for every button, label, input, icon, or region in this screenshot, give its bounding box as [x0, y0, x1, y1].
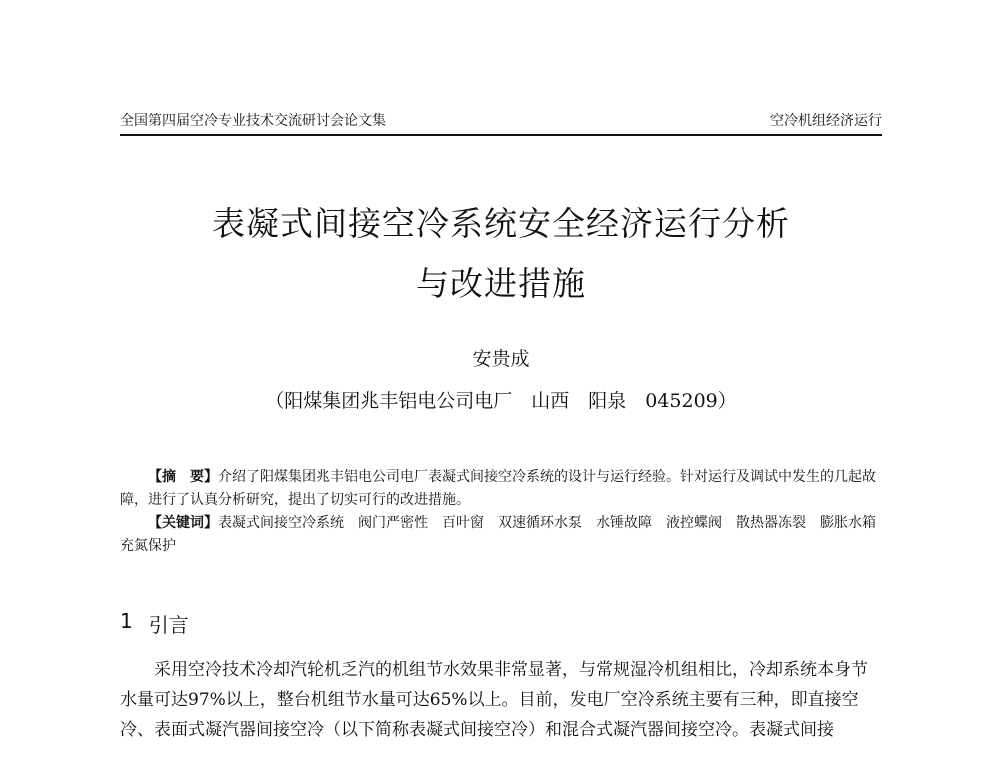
abstract-text: 介绍了阳煤集团兆丰铝电公司电厂表凝式间接空冷系统的设计与运行经验。针对运行及调试中发生的几起故障，进行了认真分析研究，提出了切实可行的改进措施。 [120, 469, 876, 508]
section-heading [120, 609, 189, 638]
paper-title-line-1: 表凝式间接空冷系统安全经济运行分析 [212, 204, 790, 243]
running-header [120, 112, 882, 136]
body-text [120, 655, 882, 745]
abstract-paragraph [120, 466, 882, 512]
section-number: 1 [120, 609, 133, 633]
header-proceedings-title: 全国第四届空冷专业技术交流研讨会论文集 [120, 113, 386, 129]
section-title: 引言 [148, 613, 189, 637]
keywords-text: 表凝式间接空冷系统 阀门严密性 百叶窗 双速循环水泵 水锤故障 液控蝶阀 散热器冻裂 膨胀水箱 充氮保护 [120, 515, 890, 554]
keywords-label: 【关键词】 [148, 515, 218, 531]
keywords-paragraph [120, 512, 890, 558]
body-paragraph: 采用空冷技术冷却汽轮机乏汽的机组节水效果非常显著，与常规湿冷机组相比，冷却系统本身节水量可达97%以上，整台机组节水量可达65%以上。目前，发电厂空冷系统主要有三种，即直接空冷、表面式凝汽器间接空冷（以下简称表凝式间接空冷）和混合式凝汽器间接空冷。表凝式间接 [120, 660, 868, 740]
author-affiliation: （阳煤集团兆丰铝电公司电厂 山西 阳泉 045209） [265, 390, 737, 412]
author-name: 安贵成 [472, 348, 530, 370]
abstract-block [120, 466, 890, 558]
paper-title-line-2: 与改进措施 [416, 264, 586, 303]
abstract-label: 【摘 要】 [148, 469, 218, 485]
header-section-title: 空冷机组经济运行 [770, 113, 882, 129]
